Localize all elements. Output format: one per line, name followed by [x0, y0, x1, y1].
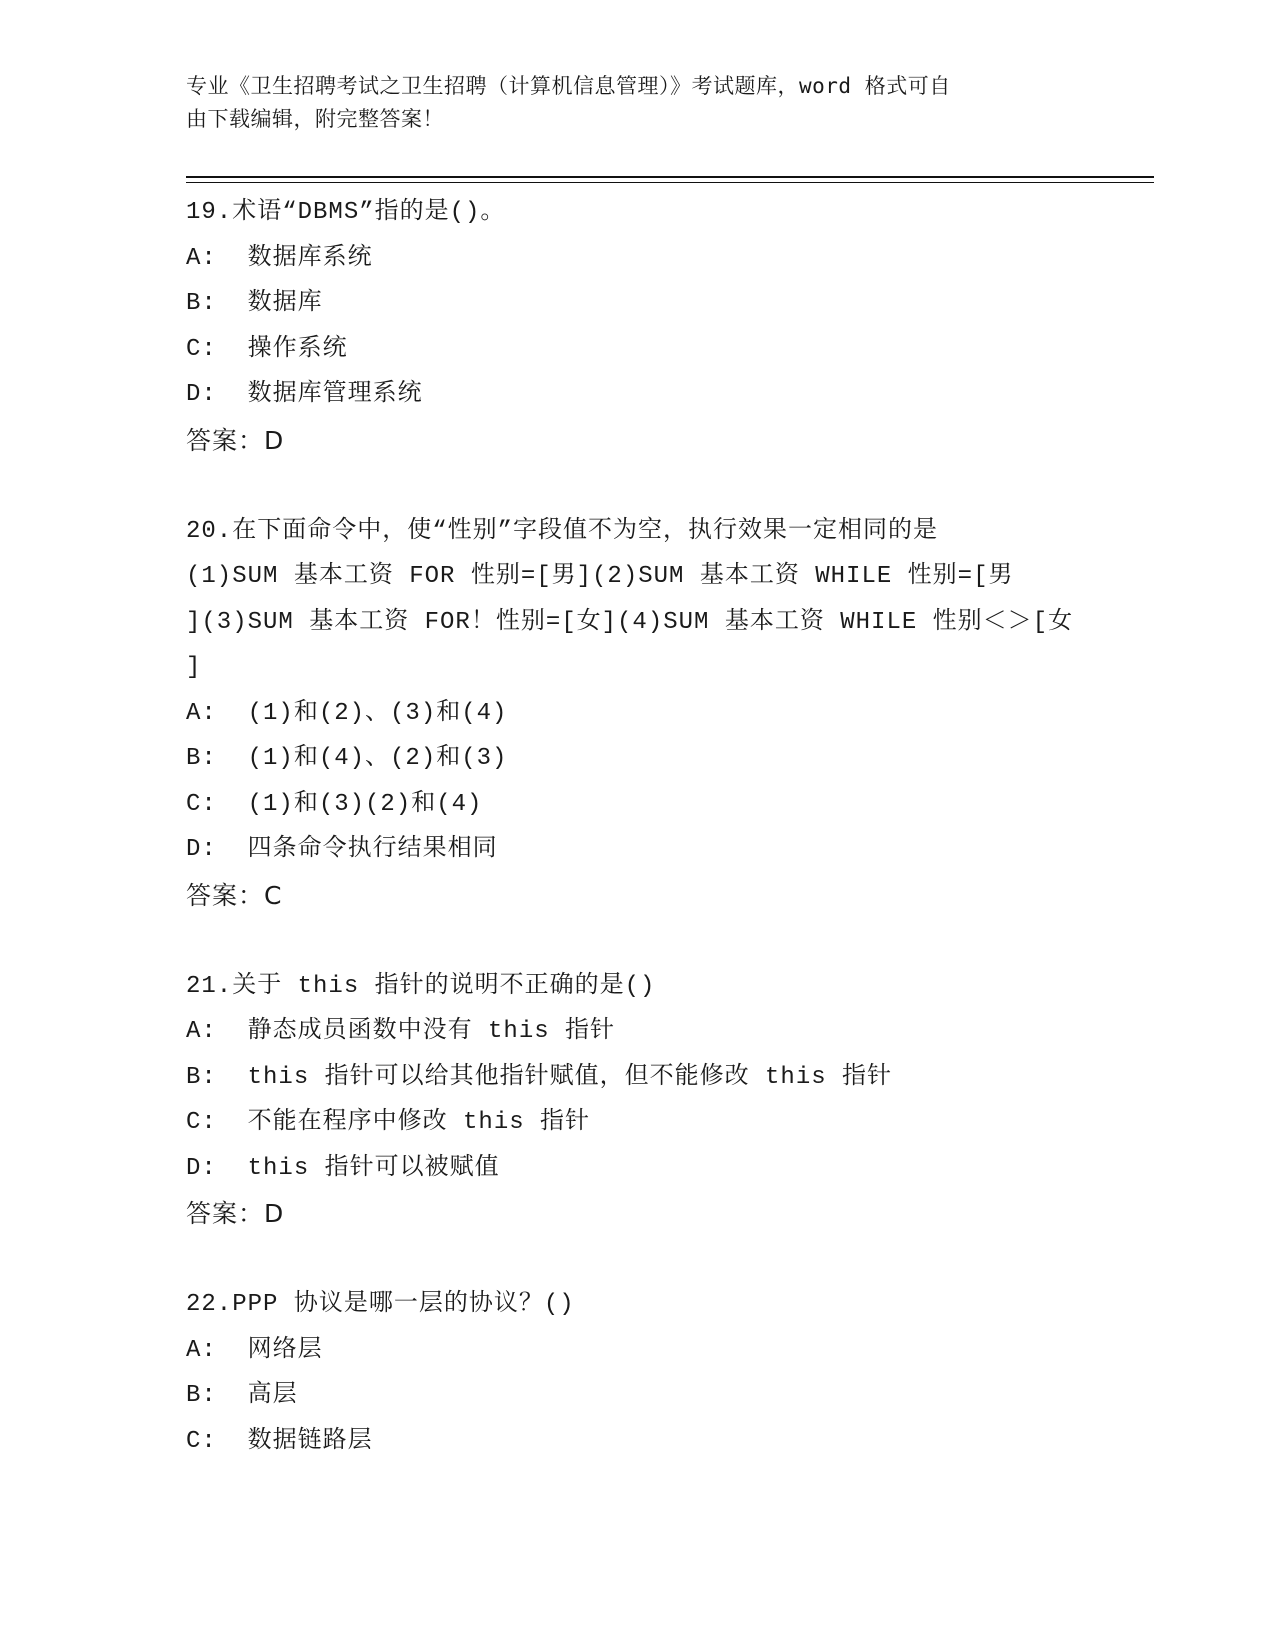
header-line-1: 专业《卫生招聘考试之卫生招聘（计算机信息管理）》考试题库，word 格式可自: [186, 74, 951, 98]
header-rule-thick: [186, 176, 1154, 178]
option-c: C: (1)和(3)(2)和(4): [186, 790, 483, 818]
question-21: [186, 964, 1086, 1237]
option-d: D: 四条命令执行结果相同: [186, 836, 498, 863]
option-d: D: 数据库管理系统: [186, 381, 423, 408]
question-stem: 21.关于 this 指针的说明不正确的是(): [186, 972, 656, 1000]
header-line-2: 由下载编辑，附完整答案！: [186, 107, 444, 131]
option-d: D: this 指针可以被赋值: [186, 1154, 500, 1182]
option-a: A: 网络层: [186, 1336, 323, 1364]
question-20: [186, 509, 1086, 919]
option-b: B: (1)和(4)、(2)和(3): [186, 745, 508, 772]
question-list: [186, 190, 1086, 1510]
option-a: A: 静态成员函数中没有 this 指针: [186, 1018, 616, 1045]
option-c: C: 数据链路层: [186, 1427, 373, 1455]
option-a: A: 数据库系统: [186, 244, 373, 272]
option-a: A: (1)和(2)、(3)和(4): [186, 699, 508, 727]
question-stem-continued: (1)SUM 基本工资 FOR 性别=[男](2)SUM 基本工资 WHILE 性别=[男: [186, 563, 1014, 590]
option-b: B: 高层: [186, 1382, 298, 1409]
question-stem: 20.在下面命令中，使“性别”字段值不为空，执行效果一定相同的是: [186, 517, 939, 545]
option-b: B: 数据库: [186, 290, 323, 317]
answer: 答案：D: [186, 1199, 285, 1228]
question-stem: 19.术语“DBMS”指的是()。: [186, 199, 506, 226]
option-b: B: this 指针可以给其他指针赋值，但不能修改 this 指针: [186, 1063, 893, 1091]
question-stem-continued: ]: [186, 654, 202, 681]
header-rule-thin: [186, 182, 1154, 183]
answer: 答案：C: [186, 880, 283, 910]
document-header: [186, 70, 1086, 136]
option-c: C: 操作系统: [186, 335, 348, 363]
question-22: [186, 1282, 1086, 1464]
option-c: C: 不能在程序中修改 this 指针: [186, 1109, 591, 1136]
question-stem: 22.PPP 协议是哪一层的协议？(): [186, 1291, 575, 1318]
question-stem-continued: ](3)SUM 基本工资 FOR！性别=[女](4)SUM 基本工资 WHILE 性别＜＞[女: [186, 608, 1074, 636]
answer: 答案：D: [186, 425, 285, 455]
question-19: [186, 190, 1086, 463]
